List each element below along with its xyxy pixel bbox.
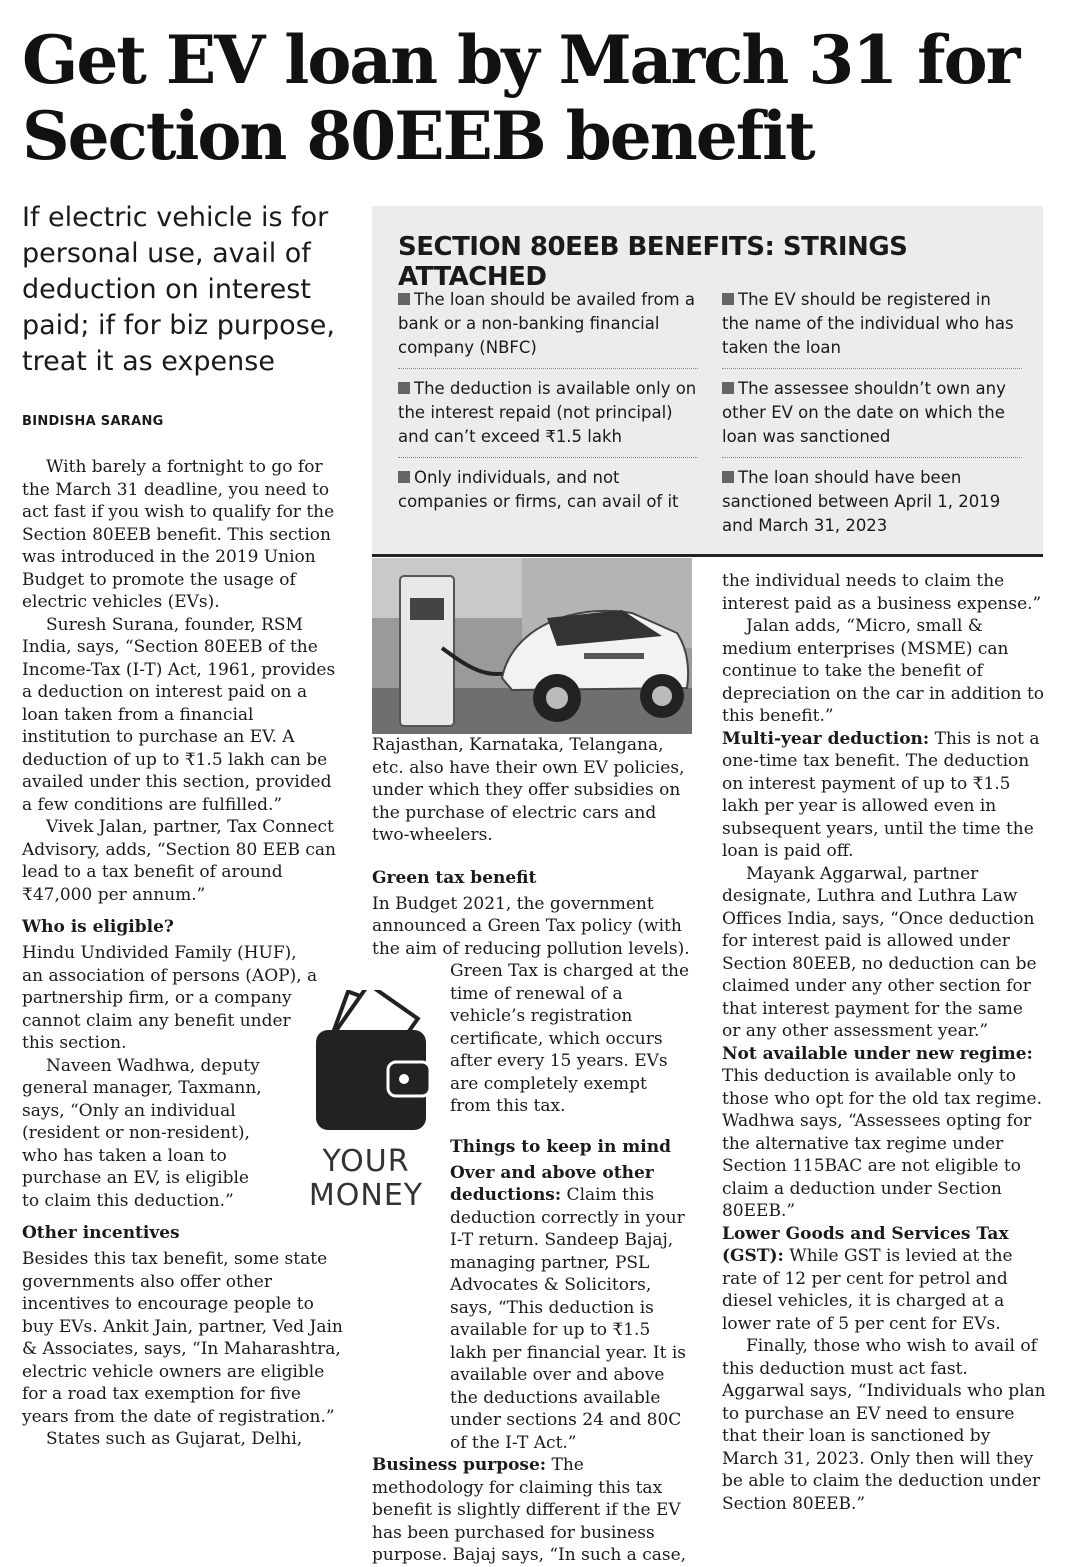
- inline-heading: Multi-year deduction:: [722, 728, 930, 749]
- paragraph: Lower Goods and Services Tax (GST): While GST is levied at the rate of 12 per cent for petrol and diesel vehicles, it is charged at a lower rate of 5 per cent for EVs.: [722, 1223, 1013, 1334]
- paragraph: Suresh Surana, founder, RSM India, says, “Section 80EEB of the Income-Tax (I-T) Act, 1961, provides a deduction on interest paid on a loan taken from a financial institution to purchase an EV. A deduction of up to ₹1.5 lakh can be availed under this section, provided a few conditions are fulfilled.”: [22, 614, 336, 815]
- paragraph: Green Tax is charged at the time of renewal of a vehicle’s registration certificate, which occurs after every 15 years. EVs are completely exempt from this tax.: [450, 961, 690, 1116]
- paragraph: Hindu Undivided Family (HUF), an association of persons (AOP), a partnership firm, or a company cannot claim any benefit under this section.: [22, 943, 318, 1053]
- conditions-box: [372, 206, 1043, 557]
- inline-heading: Business purpose:: [372, 1455, 547, 1475]
- deck: If electric vehicle is for personal use, avail of deduction on interest paid; if for biz purpose, treat it as expense: [22, 202, 335, 377]
- wallet-label-your: YOUR: [322, 1144, 410, 1179]
- bullet-square-icon: [398, 382, 410, 394]
- section-heading: Who is eligible?: [22, 917, 174, 937]
- bullet-square-icon: [722, 471, 734, 483]
- box-item: The deduction is available only on the interest repaid (not principal) and can’t exceed ₹1.5 lakh: [398, 377, 698, 458]
- wallet-label-money: MONEY: [308, 1178, 424, 1213]
- paragraph: States such as Gujarat, Delhi,: [46, 1429, 303, 1449]
- paragraph: In Budget 2021, the government announced a Green Tax policy (with the aim of reducing pollution levels).: [372, 893, 690, 959]
- box-item: The assessee shouldn’t own any other EV on the date on which the loan was sanctioned: [722, 377, 1022, 458]
- inline-heading: Not available under new regime:: [722, 1043, 1033, 1064]
- paragraph: Naveen Wadhwa, deputy general manager, Taxmann, says, “Only an individual (resident or non-resident), who has taken a loan to purchase an EV, is eligible to claim this deduction.”: [22, 1055, 262, 1211]
- paragraph: Finally, those who wish to avail of this deduction must act fast. Aggarwal says, “Individuals who plan to purchase an EV need to ensure that their loan is sanctioned by March 31, 2023. Only then will they be able to claim the deduction under Section 80EEB.”: [722, 1336, 1046, 1514]
- box-right-column: [722, 288, 1022, 554]
- paragraph: Over and above other deductions: Claim this deduction correctly in your I-T return. Sandeep Bajaj, managing partner, PSL Advocates & Solicitors, says, “This deduction is available for up to ₹1.5 lakh per financial year. It is available over and above the deductions available under sections 24 and 80C of the I-T Act.”: [450, 1162, 686, 1453]
- inline-heading: Lower Goods and Services Tax (GST):: [722, 1223, 1009, 1266]
- paragraph: Jalan adds, “Micro, small & medium enterprises (MSME) can continue to take the benefit of depreciation on the car in addition to this benefit.”: [722, 616, 1045, 726]
- paragraph: Besides this tax benefit, some state governments also offer other incentives to encourage people to buy EVs. Ankit Jain, partner, Ved Jain & Associates, says, “In Maharashtra, electric vehicle owners are eligible for a road tax exemption for five years from the date of registration.”: [22, 1249, 343, 1427]
- paragraph: the individual needs to claim the interest paid as a business expense.”: [722, 571, 1042, 614]
- column-2: [372, 734, 692, 1567]
- paragraph: With barely a fortnight to go for the March 31 deadline, you need to act fast if you wish to qualify for the Section 80EEB benefit. This section was introduced in the 2019 Union Budget to promote the usage of electric vehicles (EVs).: [22, 457, 335, 612]
- section-heading: Green tax benefit: [372, 867, 537, 888]
- byline: BINDISHA SARANG: [22, 414, 164, 429]
- paragraph: Business purpose: The methodology for claiming this tax benefit is slightly different if the EV has been purchased for business purpose. Bajaj says, “In such a case,: [372, 1455, 687, 1565]
- bullet-square-icon: [398, 293, 410, 305]
- section-heading: Things to keep in mind: [450, 1136, 671, 1157]
- inline-heading: Over and above other deductions:: [450, 1162, 654, 1205]
- bullet-square-icon: [722, 293, 734, 305]
- box-item: The EV should be registered in the name of the individual who has taken the loan: [722, 288, 1022, 369]
- bullet-square-icon: [398, 471, 410, 483]
- paragraph: Multi-year deduction: This is not a one-time tax benefit. The deduction on interest payment of up to ₹1.5 lakh per year is allowed even in subsequent years, until the time the loan is paid off.: [722, 728, 1040, 861]
- section-heading: Other incentives: [22, 1223, 180, 1243]
- box-item: The loan should have been sanctioned between April 1, 2019 and March 31, 2023: [722, 468, 1001, 535]
- paragraph: Vivek Jalan, partner, Tax Connect Advisory, adds, “Section 80 EEB can lead to a tax benefit of around ₹47,000 per annum.”: [22, 817, 337, 905]
- paragraph: Mayank Aggarwal, partner designate, Luthra and Luthra Law Offices India, says, “Once deduction for interest paid is allowed under Section 80EEB, no deduction can be claimed under any other section for that interest payment for the same or any other assessment year.”: [722, 863, 1037, 1041]
- bullet-square-icon: [722, 382, 734, 394]
- box-item: The loan should be availed from a bank or a non-banking financial company (NBFC): [398, 288, 698, 369]
- column-3: [722, 570, 1046, 1515]
- column-1: [22, 456, 346, 1451]
- paragraph: Not available under new regime: This deduction is available only to those who opt for the old tax regime. Wadhwa says, “Assessees opting for the alternative tax regime under Section 115BAC are not eligible to claim a deduction under Section 80EEB.”: [722, 1043, 1043, 1221]
- box-item: Only individuals, and not companies or firms, can avail of it: [398, 468, 679, 511]
- ev-charging-photo: [372, 558, 692, 734]
- box-left-column: [398, 288, 698, 530]
- paragraph: Rajasthan, Karnataka, Telangana, etc. also have their own EV policies, under which they offer subsidies on the purchase of electric cars and two-wheelers.: [372, 735, 685, 845]
- headline: Get EV loan by March 31 for Section 80EEB benefit: [22, 21, 1019, 175]
- box-title: SECTION 80EEB BENEFITS: STRINGS ATTACHED: [398, 232, 908, 292]
